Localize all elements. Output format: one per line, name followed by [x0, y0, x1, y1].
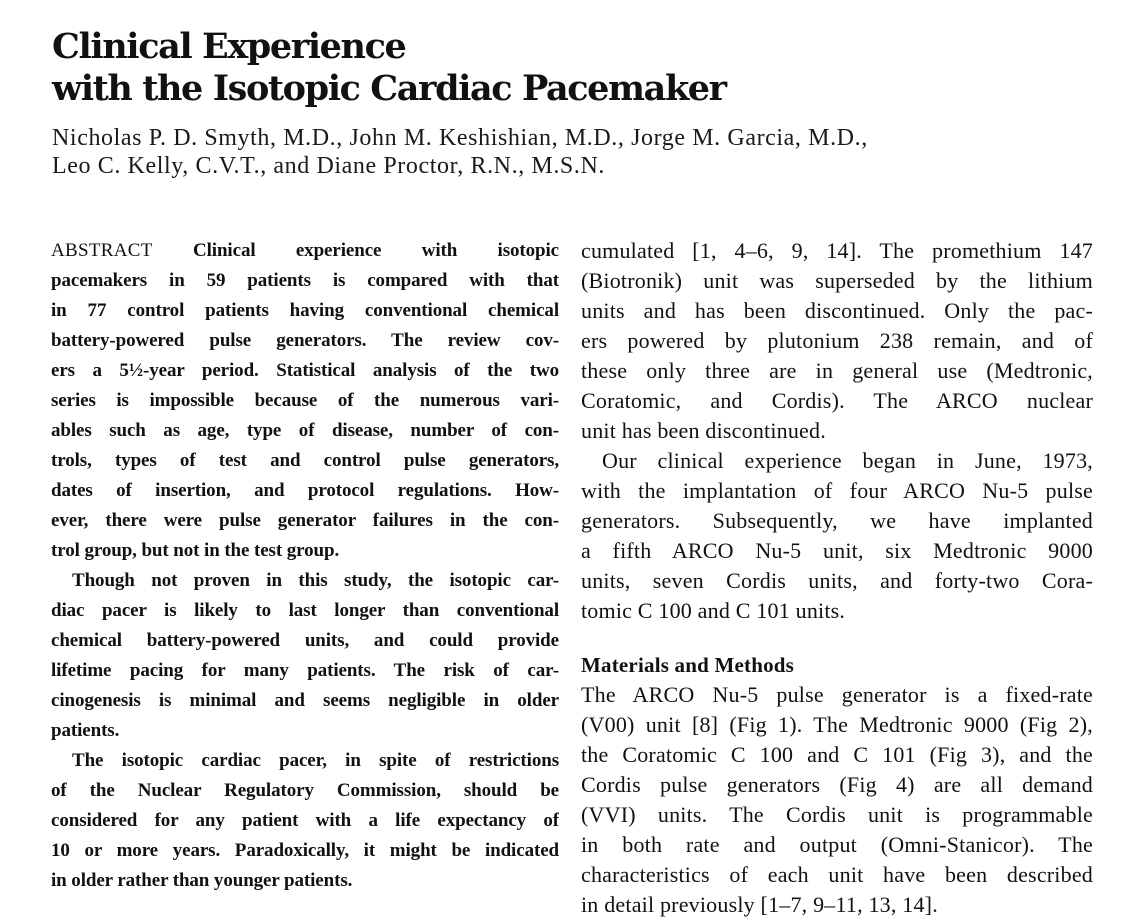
- section-heading-materials-methods: Materials and Methods: [581, 653, 795, 677]
- body-line: unit has been discontinued.: [581, 418, 826, 443]
- abstract-line: lifetime pacing for many patients. The risk of car-: [51, 660, 559, 681]
- abstract-line: battery-powered pulse generators. The review cov-: [51, 330, 559, 351]
- body-line: ers powered by plutonium 238 remain, and of: [581, 328, 1093, 353]
- abstract-line: of the Nuclear Regulatory Commission, should be: [51, 780, 559, 801]
- abstract-paragraph-3: [51, 746, 559, 896]
- abstract-line: chemical battery-powered units, and could provide: [51, 630, 559, 651]
- body-line: Our clinical experience began in June, 1973,: [602, 448, 1093, 473]
- body-line: cumulated [1, 4–6, 9, 14]. The promethium 147: [581, 238, 1093, 263]
- body-line: characteristics of each unit have been described: [581, 862, 1093, 887]
- body-line: (V00) unit [8] (Fig 1). The Medtronic 9000 (Fig 2),: [581, 712, 1093, 737]
- abstract-line: ers a 5½-year period. Statistical analysis of the two: [51, 360, 559, 381]
- abstract-line: ables such as age, type of disease, number of con-: [51, 420, 559, 441]
- abstract-paragraph-2: [51, 566, 559, 746]
- abstract-line: dates of insertion, and protocol regulations. How-: [51, 480, 559, 501]
- abstract-line: considered for any patient with a life expectancy of: [51, 810, 559, 831]
- body-line: units, seven Cordis units, and forty-two Cora-: [581, 568, 1093, 593]
- abstract-line: in older rather than younger patients.: [51, 870, 353, 891]
- authors-line-1: Nicholas P. D. Smyth, M.D., John M. Keshishian, M.D., Jorge M. Garcia, M.D.,: [52, 125, 868, 151]
- body-line: the Coratomic C 100 and C 101 (Fig 3), and the: [581, 742, 1093, 767]
- body-column: [581, 236, 1093, 920]
- abstract-line: [51, 236, 559, 266]
- abstract-line: The isotopic cardiac pacer, in spite of restrictions: [72, 750, 559, 771]
- body-paragraph-2: [581, 446, 1093, 626]
- body-line: Coratomic, and Cordis). The ARCO nuclear: [581, 388, 1093, 413]
- article-title: [52, 26, 726, 110]
- body-line: with the implantation of four ARCO Nu-5 pulse: [581, 478, 1093, 503]
- body-line: generators. Subsequently, we have implanted: [581, 508, 1093, 533]
- body-line: these only three are in general use (Medtronic,: [581, 358, 1093, 383]
- abstract-line: diac pacer is likely to last longer than conventional: [51, 600, 559, 621]
- author-list: [52, 124, 868, 180]
- body-line: Cordis pulse generators (Fig 4) are all demand: [581, 772, 1093, 797]
- abstract-line: trols, types of test and control pulse generators,: [51, 450, 559, 471]
- abstract-paragraph-1: [51, 236, 559, 566]
- abstract-line: in 77 control patients having conventional chemical: [51, 300, 559, 321]
- body-line: tomic C 100 and C 101 units.: [581, 598, 846, 623]
- title-line-2: with the Isotopic Cardiac Pacemaker: [52, 68, 726, 109]
- title-line-1: Clinical Experience: [52, 26, 406, 67]
- abstract-line: Though not proven in this study, the isotopic car-: [72, 570, 559, 591]
- body-line: (Biotronik) unit was superseded by the lithium: [581, 268, 1093, 293]
- body-paragraph-1: [581, 236, 1093, 446]
- body-line: units and has been discontinued. Only the pac-: [581, 298, 1093, 323]
- abstract-line: 10 or more years. Paradoxically, it might be indicated: [51, 840, 559, 861]
- body-line: in both rate and output (Omni-Stanicor). The: [581, 832, 1093, 857]
- body-line: a fifth ARCO Nu-5 unit, six Medtronic 9000: [581, 538, 1093, 563]
- abstract-line: trol group, but not in the test group.: [51, 540, 340, 561]
- abstract-line: patients.: [51, 720, 120, 741]
- body-line: in detail previously [1–7, 9–11, 13, 14].: [581, 892, 938, 917]
- abstract-line: ever, there were pulse generator failures in the con-: [51, 510, 559, 531]
- abstract-line: cinogenesis is minimal and seems negligible in older: [51, 690, 559, 711]
- abstract-line-text: Clinical experience with isotopic: [192, 240, 559, 261]
- body-line: The ARCO Nu-5 pulse generator is a fixed-rate: [581, 682, 1093, 707]
- authors-line-2: Leo C. Kelly, C.V.T., and Diane Proctor, R.N., M.S.N.: [52, 153, 606, 179]
- body-line: (VVI) units. The Cordis unit is programmable: [581, 802, 1093, 827]
- body-paragraph-3: [581, 680, 1093, 920]
- abstract-line: pacemakers in 59 patients is compared with that: [51, 270, 559, 291]
- abstract-line: series is impossible because of the numerous vari-: [51, 390, 559, 411]
- abstract-column: [51, 236, 559, 896]
- abstract-heading: ABSTRACT: [51, 240, 153, 261]
